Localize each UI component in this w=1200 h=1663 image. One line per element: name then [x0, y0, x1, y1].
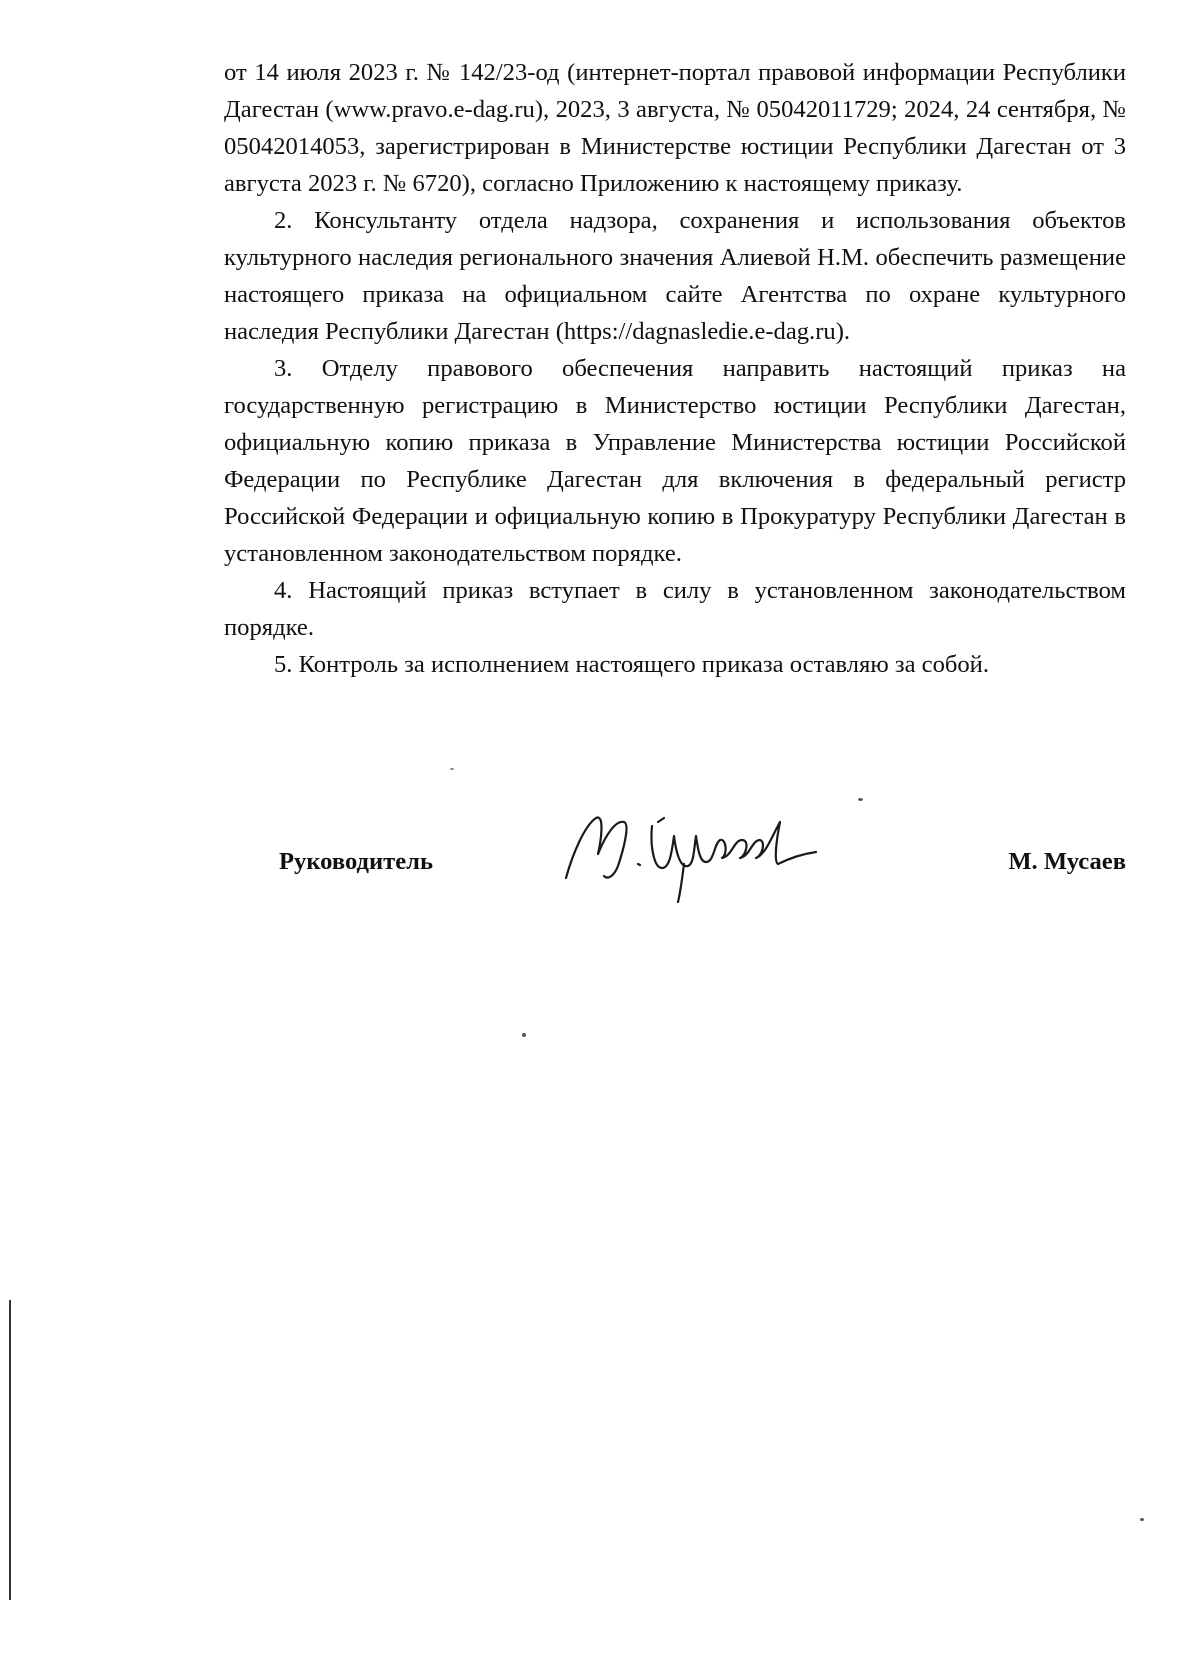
scan-speck	[450, 768, 454, 770]
scan-speck	[1140, 1518, 1144, 1521]
signature-block	[224, 790, 1126, 910]
scan-edge-line	[9, 1300, 11, 1600]
signatory-name: М. Мусаев	[1008, 848, 1126, 875]
handwritten-signature	[554, 796, 824, 906]
scan-speck	[858, 798, 863, 801]
paragraph-item-3: 3. Отделу правового обеспечения направить настоящий приказ на государственную регистрацию в Министерство юстиции Республики Дагестан, официальную копию приказа в Управление Министерства юстиции Российской Федерации по Республике Дагестан для включения в федеральный регистр Российской Федерации и официальную копию в Прокуратуру Республики Дагестан в установленном законодательством порядке.	[224, 355, 1126, 567]
paragraph-item-2: 2. Консультанту отдела надзора, сохранения и использования объектов культурного наследия регионального значения Алиевой Н.М. обеспечить размещение настоящего приказа на официальном сайте Агентства по охране культурного наследия Республики Дагестан (https://dagnasledie.e-dag.ru).	[224, 207, 1126, 345]
paragraph-item-5: 5. Контроль за исполнением настоящего приказа оставляю за собой.	[274, 651, 989, 678]
scan-speck	[522, 1033, 526, 1037]
document-body	[224, 54, 1126, 683]
paragraph-item-4: 4. Настоящий приказ вступает в силу в установленном законодательством порядке.	[224, 577, 1126, 641]
signatory-title: Руководитель	[279, 848, 433, 875]
paragraph-continuation: от 14 июля 2023 г. № 142/23-од (интернет-портал правовой информации Республики Дагестан (www.pravo.e-dag.ru), 2023, 3 августа, № 05042011729; 2024, 24 сентября, № 05042014053, зарегистрирован в Министерстве юстиции Республики Дагестан от 3 августа 2023 г. № 6720), согласно Приложению к настоящему приказу.	[224, 59, 1126, 197]
